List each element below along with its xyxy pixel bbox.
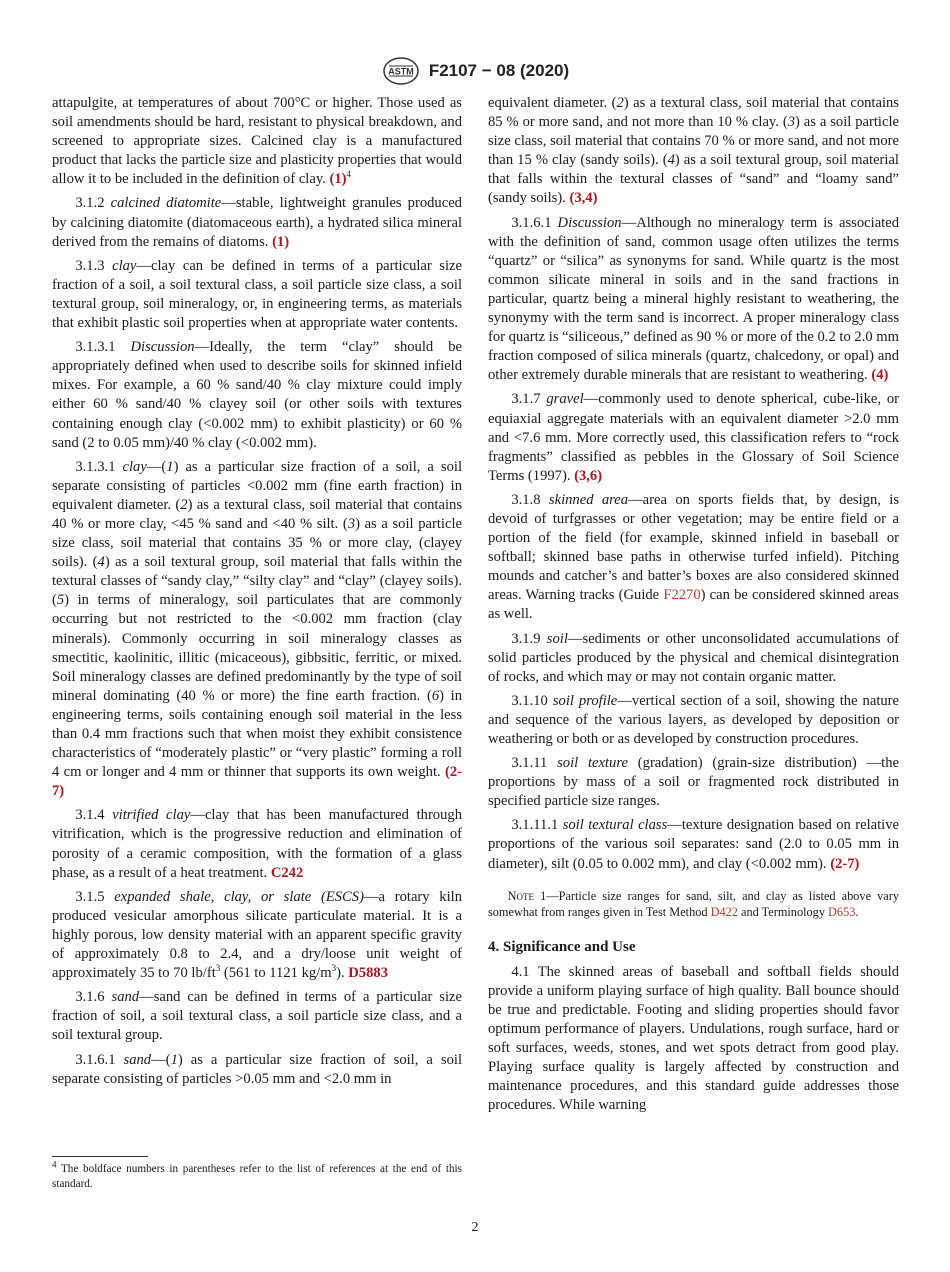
page-header <box>0 56 950 86</box>
standard-link-f2270[interactable]: F2270 <box>663 587 701 604</box>
definition-sand-detail: 3.1.6.1 sand—(1) as a particular size fraction of soil, a soil separate consisting of particles >0.05 mm and <2.0 mm in <box>52 1051 462 1087</box>
definition-soil-texture: 3.1.11 soil texture (gradation) (grain-size distribution) —the proportions by mass of a soil or fragmented rock distributed in specified particle size ranges. <box>488 755 899 810</box>
discussion-clay: 3.1.3.1 Discussion—Ideally, the term “clay” should be appropriately defined when used to describe soils for skinned infield mixes. For example, a 60 % sand/40 % clay mixture could imply either 60 % sand/40 % clayey soil (or other soils with textures containing enough clay (<0.002 mm) to exhibit plasticity) or 60 % sand (2 to 0.05 mm)/40 % clay (<0.002 mm). <box>52 339 462 451</box>
definition-calcined-diatomite: 3.1.2 calcined diatomite—stable, lightweight granules produced by calcining diatomite (diatomaceous earth), a hydrated silica mineral derived from the remains of diatoms. (1) <box>52 195 462 250</box>
paragraph: equivalent diameter. (2) as a textural class, soil material that contains 85 % or more sand, and not more than 10 % clay. (3) as a soil particle size class, soil material that contains 70 % or more sand, and not more than 15 % clay (sandy soils). (4) as a soil textural group, soil material that falls within the textural classes of “sand” and “loamy sand” (sandy soils). (3,4) <box>488 95 899 207</box>
page-number: 2 <box>471 1220 479 1235</box>
discussion-sand: 3.1.6.1 Discussion—Although no mineralogy term is associated with the definition of sand, common usage often utilizes the terms “quartz” or “silica” as synonyms for sand. While quartz is the most common silicate mineral in soils and in the sand fractions in particular, quartz being a mineral highly resistant to weathering, the synonymy with the term sand is incorrect. A proper mineralogy class for quartz is “siliceous,” defined as 90 % or more of the 0.2 to 2.0 mm fraction composed of silica minerals (quartz, chalcedony, or opal) and other extremely durable minerals that are resistant to weathering. (4) <box>488 214 899 384</box>
left-column <box>52 94 462 1094</box>
definition-soil-profile: 3.1.10 soil profile—vertical section of a soil, showing the nature and sequence of the various layers, as developed by deposition or weathering or both or as developed by construction procedures. <box>488 692 900 747</box>
definition-clay-detail: 3.1.3.1 clay—(1) as a particular size fraction of a soil, a soil separate consisting of particles <0.002 mm (fine earth fraction) in equivalent diameter. (2) as a textural class, soil material that contains 40 % or more clay, <45 % sand and <40 % silt. (3) as a soil particle size class, soil material that contains 35 % or more clay, (clayey soils). (4) as a soil textural group, soil material that falls within the textural classes of “sandy clay,” “silty clay” and “clay” (clayey soils). (5) in terms of mineralogy, soil particulates that are commonly occurring but not restricted to the <0.002 mm fraction (clay minerals). Commonly occurring in soil mineralogy classes as smectitic, kaolinitic, illitic (micaceous), gibbsitic, ferritic, or mixed. Soil mineralogy classes are defined predominantly by the type of soil mineral dominating (40 % or more) the fine earth fraction. (6) in engineering terms, soils containing enough soil material in the less than 0.4 mm fractions such that when moist they exhibit consistence characteristics of “moderately plastic” or “very plastic” forming a roll 4 cm or longer and 4 mm or thinner that supports its own weight. (2-7) <box>52 458 462 800</box>
standard-designation: F2107 − 08 (2020) <box>428 61 570 80</box>
reference-link[interactable]: (3,6) <box>574 467 603 484</box>
right-column <box>488 94 899 1121</box>
definition-soil-textural-class: 3.1.11.1 soil textural class—texture designation based on relative proportions of the various soil separates: sand (2.0 to 0.05 mm in diameter), silt (0.05 to 0.002 mm), and clay (<0.002 mm). (2-7) <box>488 817 900 872</box>
footnote: $^4$ The boldface numbers in parentheses refer to the list of references at the end of this standard. <box>52 1159 462 1190</box>
definition-sand: 3.1.6 sand—sand can be defined in terms of a particular size fraction of soil, a soil textural class, a soil particle size class, and a soil textural group. <box>52 989 462 1044</box>
footnote-marker[interactable]: 4 <box>346 169 352 180</box>
svg-text:ASTM: ASTM <box>388 66 414 77</box>
definition-gravel: 3.1.7 gravel—commonly used to denote spherical, cube-like, or equiaxial aggregate materials with an equivalent diameter >2.0 mm and <7.6 mm. More correctly used, this classification refers to “rock fragments” classified as pebbles in the Glossary of Soil Science Terms (1997). (3,6) <box>488 391 899 484</box>
footnote-divider <box>52 1156 148 1157</box>
reference-link[interactable]: (2-7) <box>830 855 860 872</box>
reference-link[interactable]: (3,4) <box>569 190 598 207</box>
standard-link-c242[interactable]: C242 <box>270 864 304 881</box>
section-heading: 4. Significance and Use <box>488 938 636 955</box>
paragraph: attapulgite, at temperatures of about 700°C or higher. Those used as soil amendments should be hard, resistant to physical breakdown, and screened to appropriate sizes. Calcined clay is a manufactured product that lacks the particle size and plasticity properties that would allow it to be included in the definition of clay. $(1)^4$ <box>52 95 462 188</box>
reference-link[interactable]: (1) <box>272 233 290 250</box>
definition-escs: 3.1.5 expanded shale, clay, or slate (ESCS)—a rotary kiln produced vesicular amorphous silicate particulate material. It is a highly porous, low density material with an apparent specific gravity of approximately 0.8 to 2.4, and a dry/loose unit weight of approximately 35 to 70 $lb/ft^3$ (561 to 1121 $kg/m^3$). D5883 <box>52 888 463 982</box>
definition-skinned-area: 3.1.8 skinned area—area on sports fields that, by design, is devoid of turfgrasses or other vegetation; may be entire field or a portion of the field (for example, skinned infield in baseball or softball; skinned base paths in otherwise turfed infield). Pitching mounds and catcher’s and batter’s boxes are also considered skinned areas. Warning tracks (Guide F2270) can be considered skinned areas as well. <box>488 491 900 623</box>
note-1: Note 1—Particle size ranges for sand, silt, and clay as listed above vary somewhat from ranges given in Test Method D422 and Terminology D653. <box>488 888 899 919</box>
reference-link[interactable]: (4) <box>871 367 889 384</box>
definition-soil: 3.1.9 soil—sediments or other unconsolidated accumulations of solid particles produced by the physical and chemical disintegration of rocks, and which may or may not contain organic matter. <box>488 630 899 685</box>
standard-link-d653[interactable]: D653 <box>828 904 856 919</box>
standard-link-d422[interactable]: D422 <box>710 904 738 919</box>
standard-link-d5883[interactable]: D5883 <box>348 965 388 982</box>
definition-vitrified-clay: 3.1.4 vitrified clay—clay that has been manufactured through vitrification, which is the progressive reduction and elimination of porosity of a ceramic composition, with the formation of a glass phase, as a result of a heat treatment. C242 <box>52 807 462 881</box>
paragraph-4-1: 4.1 The skinned areas of baseball and softball fields should provide a uniform playing surface of high quality. Ball bounce should be true and predictable. Footing and sliding properties should favor optimum performance of players. Undulations, rough surface, hard or soft surfaces, weeds, stones, and wet spots detract from good play. Playing surface quality is largely affected by construction and maintenance procedures, and this standard guide addresses those procedures. While warning <box>488 963 899 1114</box>
reference-link[interactable]: (1) <box>329 171 347 188</box>
definition-clay: 3.1.3 clay—clay can be defined in terms of a particular size fraction of a soil, a soil textural class, a soil particle size class, a soil textural group, soil mineralogy, or, in engineering terms, as materials that exhibit plastic soil properties when at appropriate water contents. <box>52 257 462 332</box>
astm-logo <box>381 56 421 86</box>
reference-link[interactable]: (2-7) <box>52 764 462 800</box>
